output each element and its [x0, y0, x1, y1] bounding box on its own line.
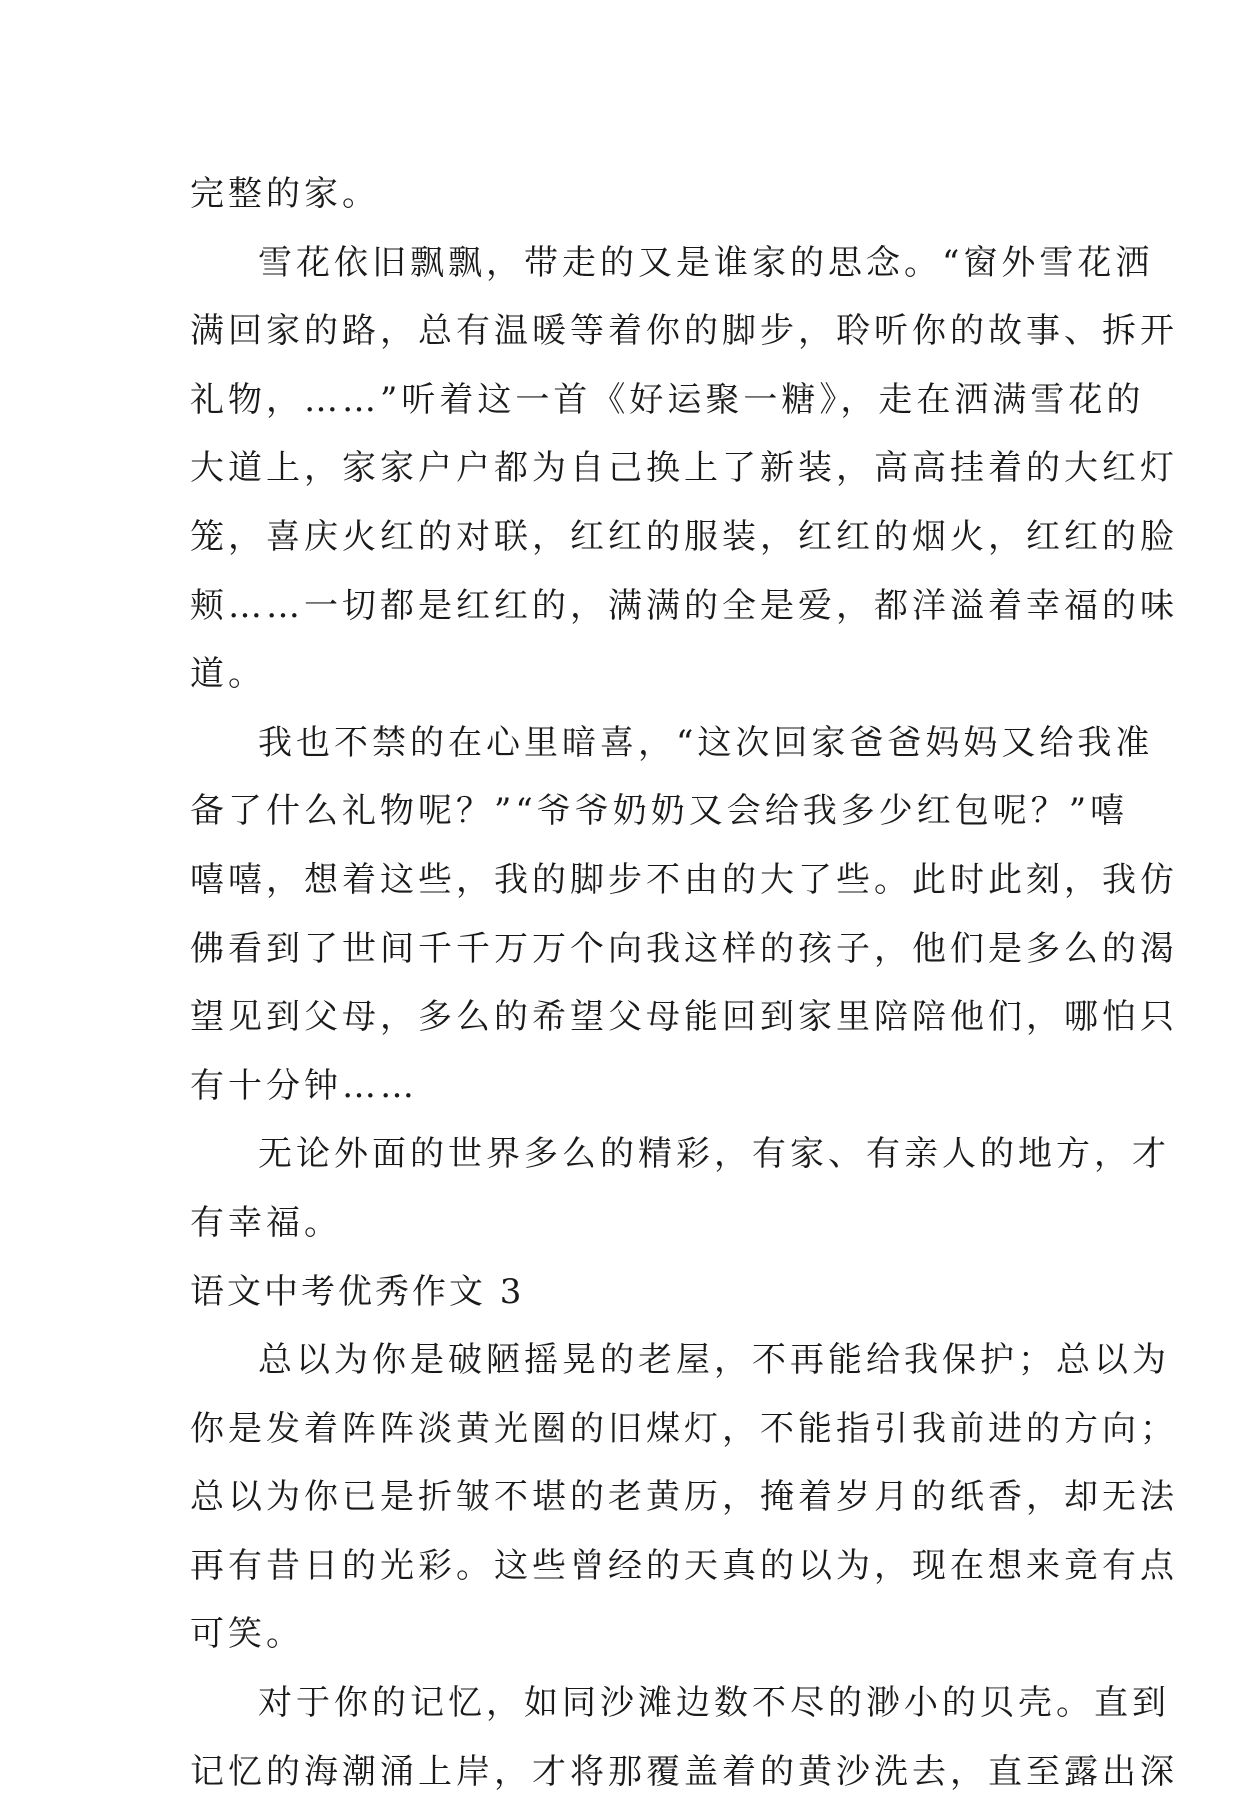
- text-line: 可笑。: [190, 1614, 304, 1655]
- text-line: 礼物，……”听着这一首《好运聚一糖》，走在洒满雪花的: [190, 379, 1145, 420]
- text-line: 你是发着阵阵淡黄光圈的旧煤灯，不能指引我前进的方向；: [190, 1408, 1178, 1449]
- text-line: 再有昔日的光彩。这些曾经的天真的以为，现在想来竟有点: [190, 1545, 1178, 1586]
- text-line: 颊……一切都是红红的，满满的全是爱，都洋溢着幸福的味: [190, 585, 1178, 626]
- text-line: 总以为你是破陋摇晃的老屋，不再能给我保护；总以为: [258, 1340, 1170, 1381]
- text-line: 对于你的记忆，如同沙滩边数不尽的渺小的贝壳。直到: [258, 1683, 1170, 1724]
- text-line: 大道上，家家户户都为自己换上了新装，高高挂着的大红灯: [190, 448, 1178, 489]
- text-line: 完整的家。: [190, 174, 380, 214]
- text-line: 备了什么礼物呢？”“爷爷奶奶又会给我多少红包呢？”嘻: [190, 791, 1129, 832]
- text-line: 记忆的海潮涌上岸，才将那覆盖着的黄沙洗去，直至露出深: [190, 1751, 1178, 1792]
- text-line: 嘻嘻，想着这些，我的脚步不由的大了些。此时此刻，我仿: [190, 859, 1178, 900]
- document-body: [190, 160, 1178, 1806]
- text-line: 有十分钟……: [190, 1065, 418, 1106]
- text-line: 佛看到了世间千千万万个向我这样的孩子，他们是多么的渴: [190, 928, 1178, 969]
- text-line: 望见到父母，多么的希望父母能回到家里陪陪他们，哪怕只: [190, 997, 1178, 1038]
- text-line: 总以为你已是折皱不堪的老黄历，掩着岁月的纸香，却无法: [190, 1477, 1178, 1518]
- text-line: 道。: [190, 654, 266, 695]
- text-line: 我也不禁的在心里暗喜，“这次回家爸爸妈妈又给我准: [258, 722, 1154, 763]
- text-line: 无论外面的世界多么的精彩，有家、有亲人的地方，才: [258, 1134, 1170, 1175]
- text-line: 雪花依旧飘飘，带走的又是谁家的思念。“窗外雪花洒: [258, 242, 1154, 283]
- text-line: 笼，喜庆火红的对联，红红的服装，红红的烟火，红红的脸: [190, 516, 1178, 557]
- text-line: 有幸福。: [190, 1202, 342, 1243]
- text-line: 满回家的路，总有温暖等着你的脚步，聆听你的故事、拆开: [190, 311, 1178, 352]
- section-heading: 语文中考优秀作文 3: [190, 1271, 525, 1312]
